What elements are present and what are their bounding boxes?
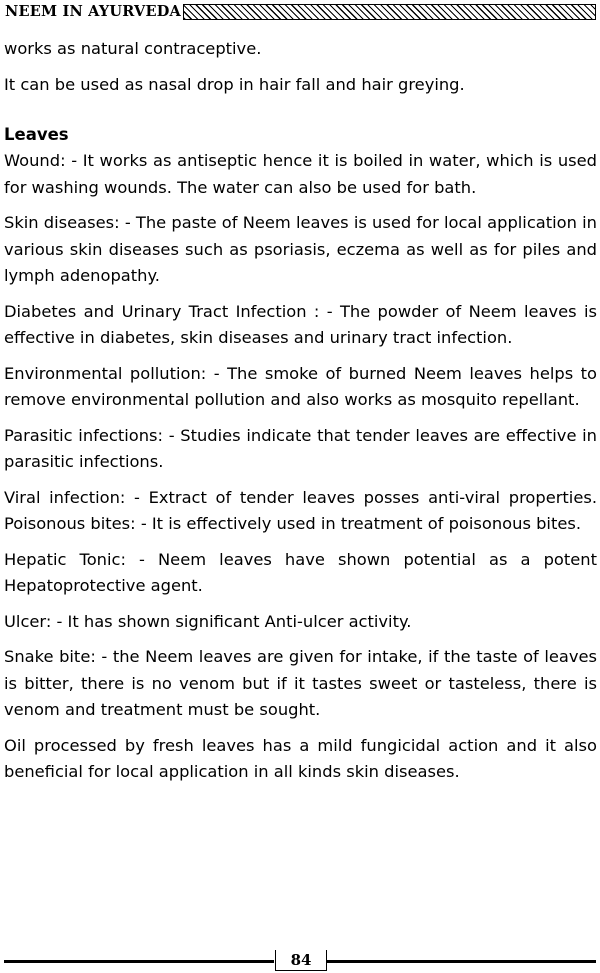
footer-rule-right [326,960,596,963]
page-body [4,36,597,795]
paragraph-diabetes-uti: Diabetes and Urinary Tract Infection : - The powder of Neem leaves is effective in diabetes, skin diseases and urinary tract infection. [4,301,597,347]
paragraph-skin-diseases: Skin diseases: - The paste of Neem leaves is used for local application in various skin diseases such as psoriasis, eczema as well as for piles and lymph adenopathy. [4,213,597,285]
paragraph-ulcer: Ulcer: - It has shown significant Anti-ulcer activity. [4,611,412,631]
header-hatch-bar [183,4,596,20]
page-footer [4,950,596,972]
paragraph-hepatic-tonic: Hepatic Tonic: - Neem leaves have shown potential as a potent Hepatoprotective agent. [4,549,597,595]
section-heading-leaves: Leaves [4,125,69,144]
paragraph-snake-bite: Snake bite: - the Neem leaves are given for intake, if the taste of leaves is bitter, there is no venom but if it tastes sweet or tasteless, there is venom and treatment must be sought. [4,647,597,719]
intro-paragraph-1: works as natural contraceptive. [4,39,262,58]
footer-rule-left [4,960,274,963]
running-header [2,2,596,22]
paragraph-parasitic-infections: Parasitic infections: - Studies indicate that tender leaves are effective in parasitic infections. [4,425,597,471]
paragraph-wound: Wound: - It works as antiseptic hence it is boiled in water, which is used for washing wounds. The water can also be used for bath. [4,151,597,197]
page-number: 84 [275,950,327,971]
paragraph-environmental-pollution: Environmental pollution: - The smoke of burned Neem leaves helps to remove environmental pollution and also works as mosquito repellant. [4,363,597,409]
paragraph-oil: Oil processed by fresh leaves has a mild fungicidal action and it also beneficial for local application in all kinds skin diseases. [4,735,597,781]
intro-paragraph-2: It can be used as nasal drop in hair fall and hair greying. [4,74,465,94]
paragraph-viral-infection: Viral infection: - Extract of tender leaves posses anti-viral properties. Poisonous bites: - It is effectively used in treatment of poisonous bites. [4,487,597,533]
running-title: NEEM IN AYURVEDA [5,3,181,20]
